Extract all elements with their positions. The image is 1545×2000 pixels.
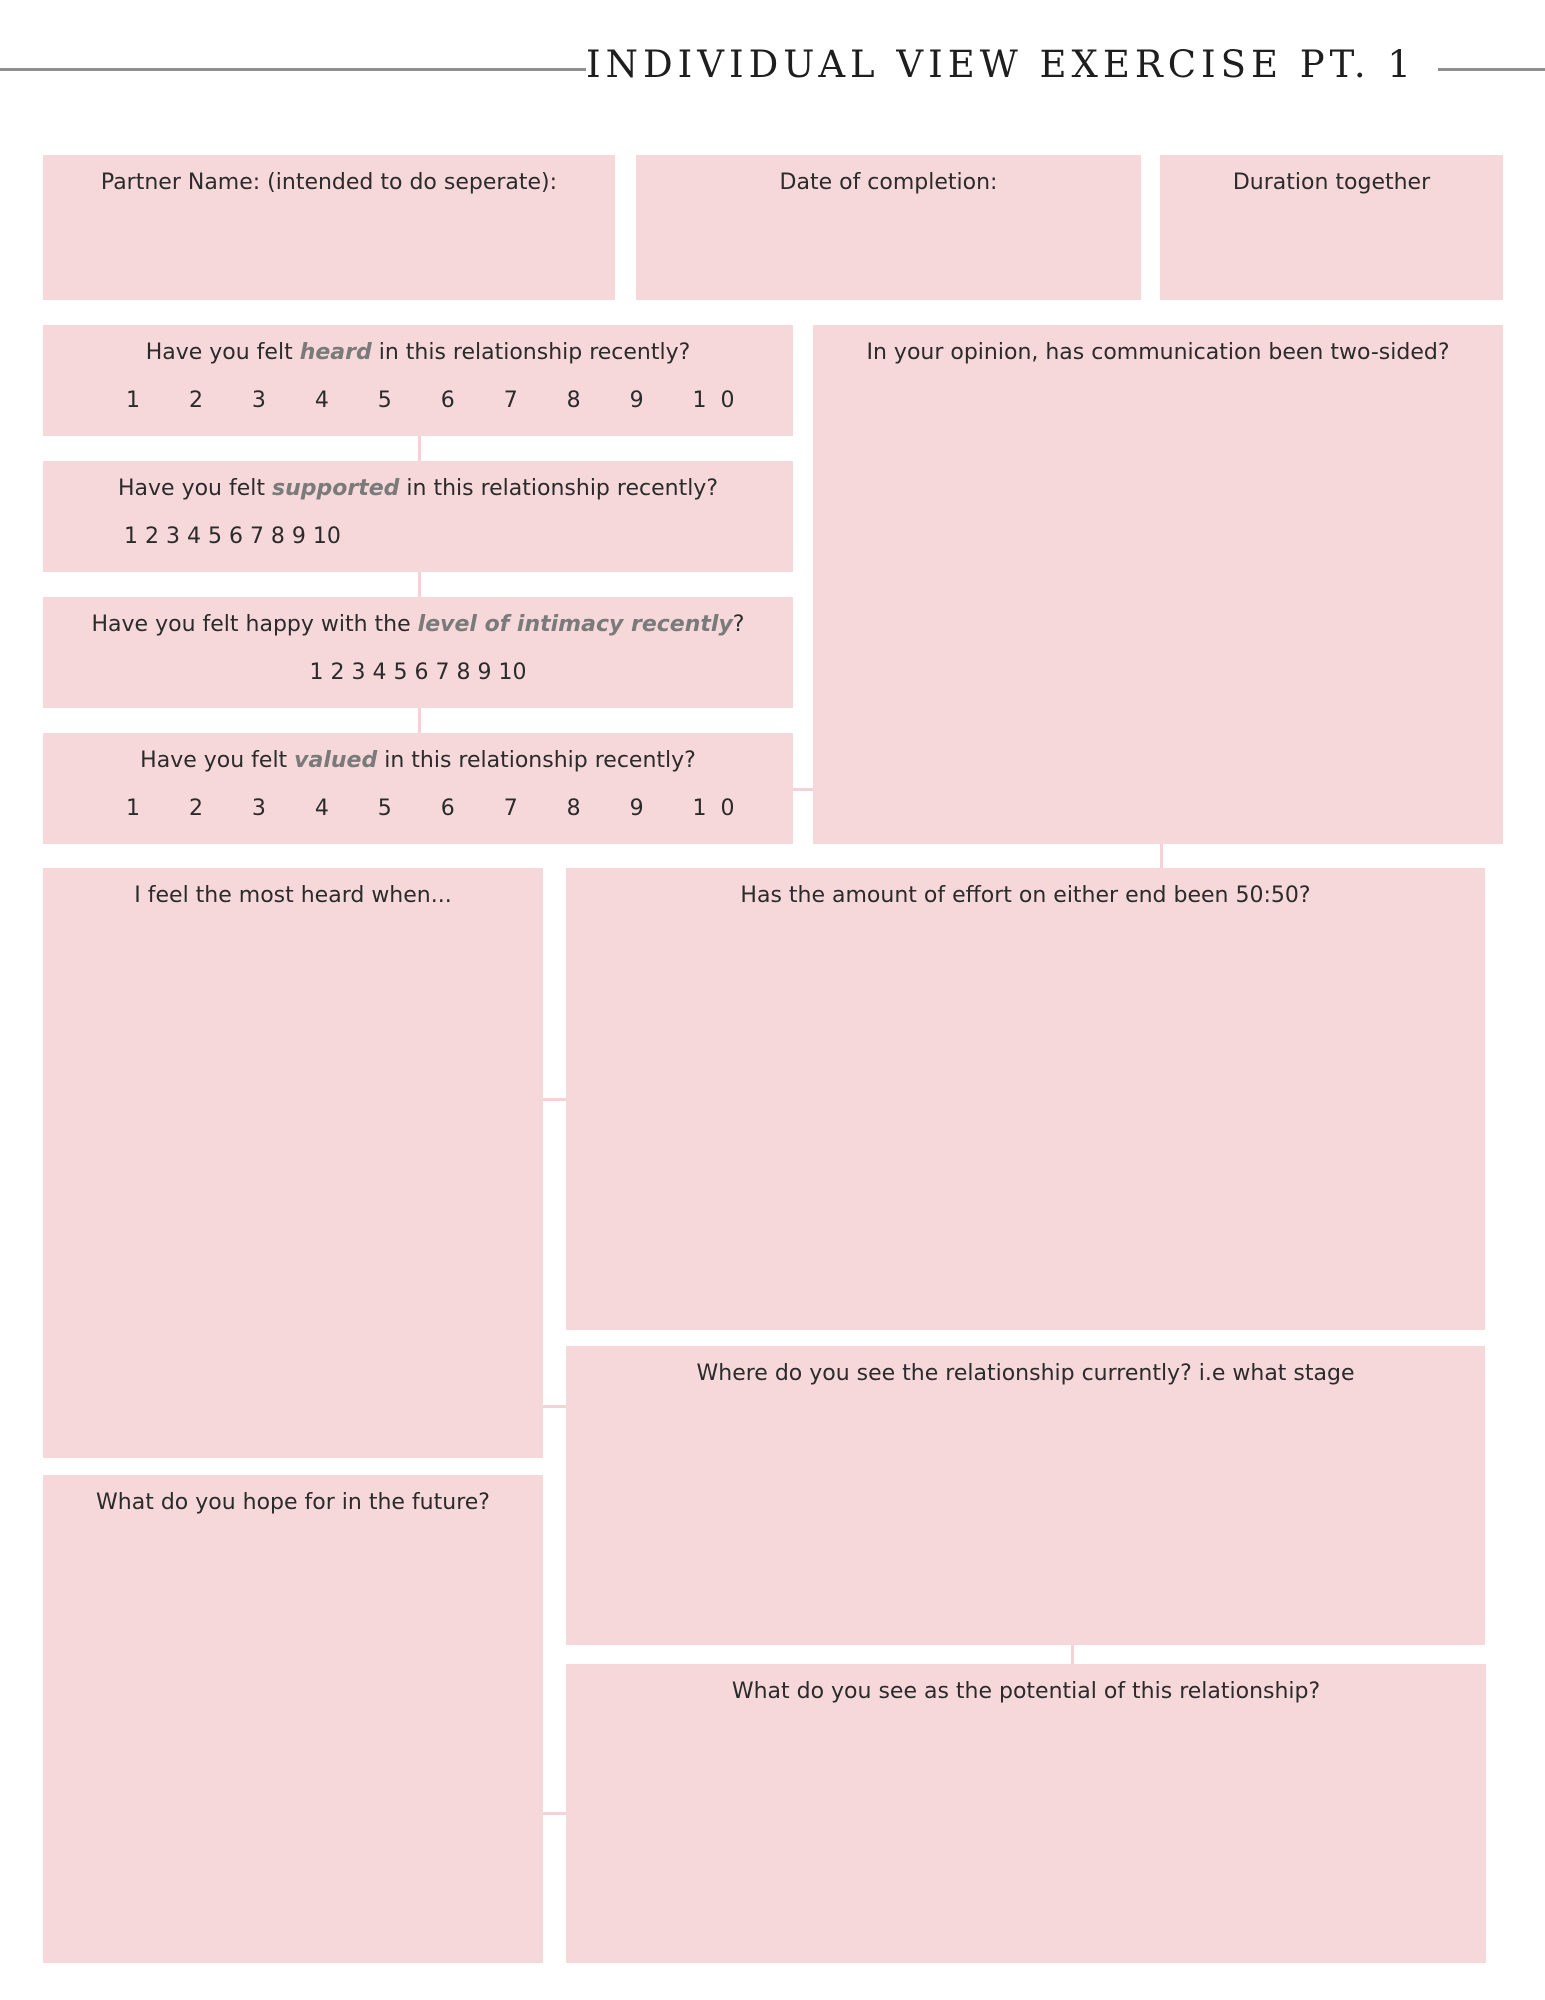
question-text: Have you felt happy with the [91,612,418,637]
connector [543,1405,566,1408]
rating-intimacy-box[interactable] [43,597,793,708]
question-text: in this relationship recently? [399,476,718,501]
rating-intimacy-scale[interactable]: 1 2 3 4 5 6 7 8 9 10 [309,660,527,685]
header-rule-right [1438,68,1545,71]
question-emphasis: heard [299,340,372,365]
connector [418,436,421,461]
most-heard-label: I feel the most heard when... [134,883,452,908]
current-stage-label: Where do you see the relationship currently? i.e what stage [696,1361,1355,1386]
question-text: in this relationship recently? [377,748,696,773]
rating-heard-box[interactable] [43,325,793,436]
header-rule-left [0,68,586,71]
page-title: INDIVIDUAL VIEW EXERCISE PT. 1 [586,43,1416,86]
communication-field[interactable] [813,325,1503,844]
effort-label: Has the amount of effort on either end been 50:50? [740,883,1311,908]
rating-valued-question [43,745,793,777]
date-of-completion-label: Date of completion: [779,170,998,195]
question-emphasis: supported [272,476,400,501]
duration-together-label: Duration together [1232,170,1431,195]
duration-together-field[interactable] [1160,155,1503,300]
rating-valued-box[interactable] [43,733,793,844]
effort-field[interactable] [566,868,1485,1330]
future-hope-field[interactable] [43,1475,543,1963]
connector [418,708,421,733]
connector [418,572,421,597]
most-heard-field[interactable] [43,868,543,1458]
connector [543,1812,566,1815]
rating-heard-scale[interactable]: 1 2 3 4 5 6 7 8 9 1 0 [126,388,735,413]
potential-label: What do you see as the potential of this relationship? [731,1679,1321,1704]
question-text: Have you felt [140,748,295,773]
connector [1160,844,1163,868]
rating-valued-scale[interactable]: 1 2 3 4 5 6 7 8 9 1 0 [126,796,735,821]
rating-heard-question [43,337,793,369]
partner-name-field[interactable] [43,155,615,300]
question-text: Have you felt [118,476,272,501]
question-text: in this relationship recently? [371,340,691,365]
date-of-completion-field[interactable] [636,155,1141,300]
question-emphasis: level of intimacy recently [417,612,733,637]
rating-intimacy-question [43,609,793,641]
connector [543,1098,566,1101]
question-text: ? [732,612,745,637]
rating-supported-box[interactable] [43,461,793,572]
future-hope-label: What do you hope for in the future? [96,1490,490,1515]
rating-supported-scale[interactable]: 1 2 3 4 5 6 7 8 9 10 [124,524,341,549]
question-emphasis: valued [294,748,378,773]
question-text: Have you felt [145,340,300,365]
current-stage-field[interactable] [566,1346,1485,1645]
partner-name-label: Partner Name: (intended to do seperate): [100,170,558,195]
connector [1071,1645,1074,1664]
communication-label: In your opinion, has communication been two-sided? [866,340,1450,365]
connector [793,788,813,791]
potential-field[interactable] [566,1664,1486,1963]
rating-supported-question [43,473,793,505]
